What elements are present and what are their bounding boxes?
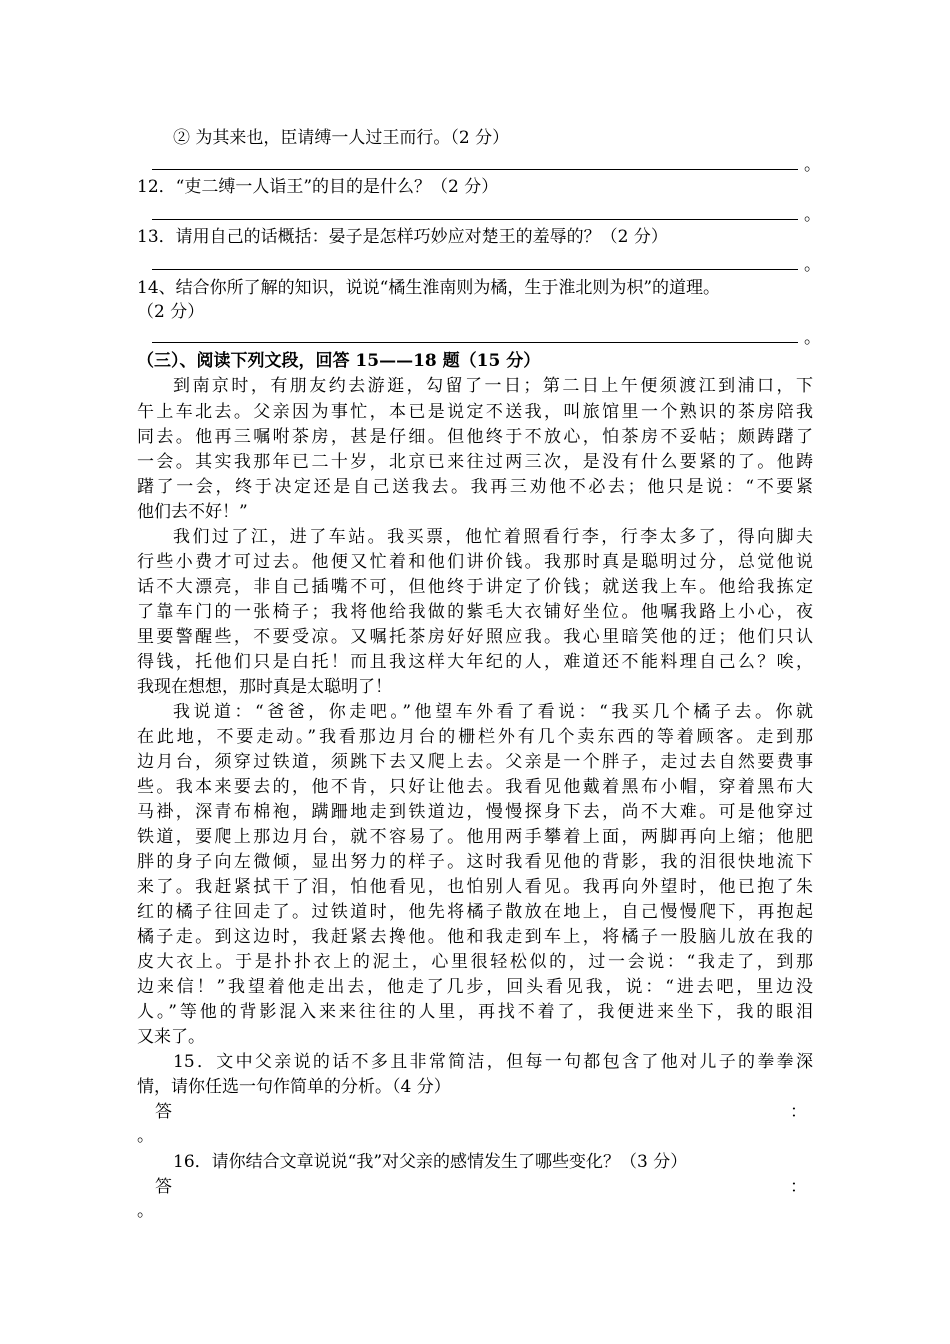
answer-end-mark: 。 bbox=[137, 1201, 154, 1221]
line-end-mark: 。 bbox=[804, 328, 821, 348]
question-15-line2: 情，请你任选一句作简单的分析。（4 分） bbox=[137, 1077, 451, 1097]
passage-line: 里要警醒些，不要受凉。又嘱托茶房好好照应我。我心里暗笑他的迂；他们只认 bbox=[137, 627, 813, 647]
passage-line: 行些小费才可过去。他便又忙着和他们讲价钱。我那时真是聪明过分，总觉他说 bbox=[137, 552, 813, 572]
answer-label: 答 bbox=[155, 1177, 172, 1197]
question-12: 12．“吏二缚一人诣王”的目的是什么？（2 分） bbox=[137, 177, 499, 197]
passage-line: 同去。他再三嘱咐茶房，甚是仔细。但他终于不放心，怕茶房不妥帖；颇踌躇了 bbox=[137, 427, 813, 447]
passage-line: 我们过了江，进了车站。我买票，他忙着照看行李，行李太多了，得向脚夫 bbox=[173, 527, 813, 547]
question-11-2: ② 为其来也，臣请缚一人过王而行。（2 分） bbox=[173, 128, 510, 148]
passage-line: 话不大漂亮，非自己插嘴不可，但他终于讲定了价钱；就送我上车。他给我拣定 bbox=[137, 577, 813, 597]
passage-line: 铁道，要爬上那边月台，就不容易了。他用两手攀着上面，两脚再向上缩；他肥 bbox=[137, 827, 813, 847]
answer-line-14[interactable] bbox=[152, 342, 798, 343]
answer-end-mark: 。 bbox=[137, 1126, 154, 1146]
passage-line: 胖的身子向左微倾，显出努力的样子。这时我看见他的背影，我的泪很快地流下 bbox=[137, 852, 813, 872]
line-end-mark: 。 bbox=[804, 205, 821, 225]
question-15-line1: 15．文中父亲说的话不多且非常简洁，但每一句都包含了他对儿子的拳拳深 bbox=[173, 1052, 813, 1072]
passage-line: 马褂，深青布棉袍，蹒跚地走到铁道边，慢慢探身下去，尚不大难。可是他穿过 bbox=[137, 802, 813, 822]
question-14-line1: 14、结合你所了解的知识，说说“橘生淮南则为橘，生于淮北则为枳”的道理。 bbox=[137, 278, 721, 298]
section-3-heading: （三）、阅读下列文段，回答 15——18 题（15 分） bbox=[137, 351, 541, 371]
passage-line: 我现在想想，那时真是太聪明了！ bbox=[137, 677, 392, 697]
passage-line: 我说道：“爸爸，你走吧。”他望车外看了看说：“我买几个橘子去。你就 bbox=[173, 702, 813, 722]
answer-line-12[interactable] bbox=[152, 219, 798, 220]
passage-line: 些。我本来要去的，他不肯，只好让他去。我看见他戴着黑布小帽，穿着黑布大 bbox=[137, 777, 813, 797]
passage-line: 了靠车门的一张椅子；我将他给我做的紫毛大衣铺好坐位。他嘱我路上小心，夜 bbox=[137, 602, 813, 622]
answer-colon: ： bbox=[790, 1102, 807, 1122]
question-16: 16．请你结合文章说说“我”对父亲的感情发生了哪些变化？（3 分） bbox=[173, 1152, 688, 1172]
passage-line: 红的橘子往回走了。过铁道时，他先将橘子散放在地上，自己慢慢爬下，再抱起 bbox=[137, 902, 813, 922]
passage-line: 皮大衣上。于是扑扑衣上的泥土，心里很轻松似的，过一会说：“我走了，到那 bbox=[137, 952, 813, 972]
question-13: 13．请用自己的话概括：晏子是怎样巧妙应对楚王的羞辱的？（2 分） bbox=[137, 227, 668, 247]
line-end-mark: 。 bbox=[804, 155, 821, 175]
passage-line: 在此地，不要走动。”我看那边月台的栅栏外有几个卖东西的等着顾客。走到那 bbox=[137, 727, 813, 747]
line-end-mark: 。 bbox=[804, 255, 821, 275]
passage-line: 人。”等他的背影混入来来往往的人里，再找不着了，我便进来坐下，我的眼泪 bbox=[137, 1002, 813, 1022]
passage-line: 边来信！”我望着他走出去，他走了几步，回头看见我，说：“进去吧，里边没 bbox=[137, 977, 813, 997]
passage-line: 边月台，须穿过铁道，须跳下去又爬上去。父亲是一个胖子，走过去自然要费事 bbox=[137, 752, 813, 772]
passage-line: 橘子走。到这边时，我赶紧去搀他。他和我走到车上，将橘子一股脑儿放在我的 bbox=[137, 927, 813, 947]
answer-label: 答 bbox=[155, 1102, 172, 1122]
passage-line: 来了。我赶紧拭干了泪，怕他看见，也怕别人看见。我再向外望时，他已抱了朱 bbox=[137, 877, 813, 897]
passage-line: 午上车北去。父亲因为事忙，本已是说定不送我，叫旅馆里一个熟识的茶房陪我 bbox=[137, 402, 813, 422]
passage-line: 又来了。 bbox=[137, 1027, 205, 1047]
question-14-line2: （2 分） bbox=[137, 302, 205, 322]
passage-line: 一会。其实我那年已二十岁，北京已来往过两三次，是没有什么要紧的了。他踌 bbox=[137, 452, 813, 472]
answer-line-11-2[interactable] bbox=[152, 169, 798, 170]
passage-line: 躇了一会，终于决定还是自己送我去。我再三劝他不必去；他只是说：“不要紧 bbox=[137, 477, 813, 497]
passage-line: 得钱，托他们只是白托！而且我这样大年纪的人，难道还不能料理自己么？唉， bbox=[137, 652, 813, 672]
passage-line: 他们去不好！” bbox=[137, 502, 248, 522]
answer-line-13[interactable] bbox=[152, 269, 798, 270]
answer-colon: ： bbox=[790, 1177, 807, 1197]
passage-line: 到南京时，有朋友约去游逛，勾留了一日；第二日上午便须渡江到浦口，下 bbox=[173, 376, 813, 396]
